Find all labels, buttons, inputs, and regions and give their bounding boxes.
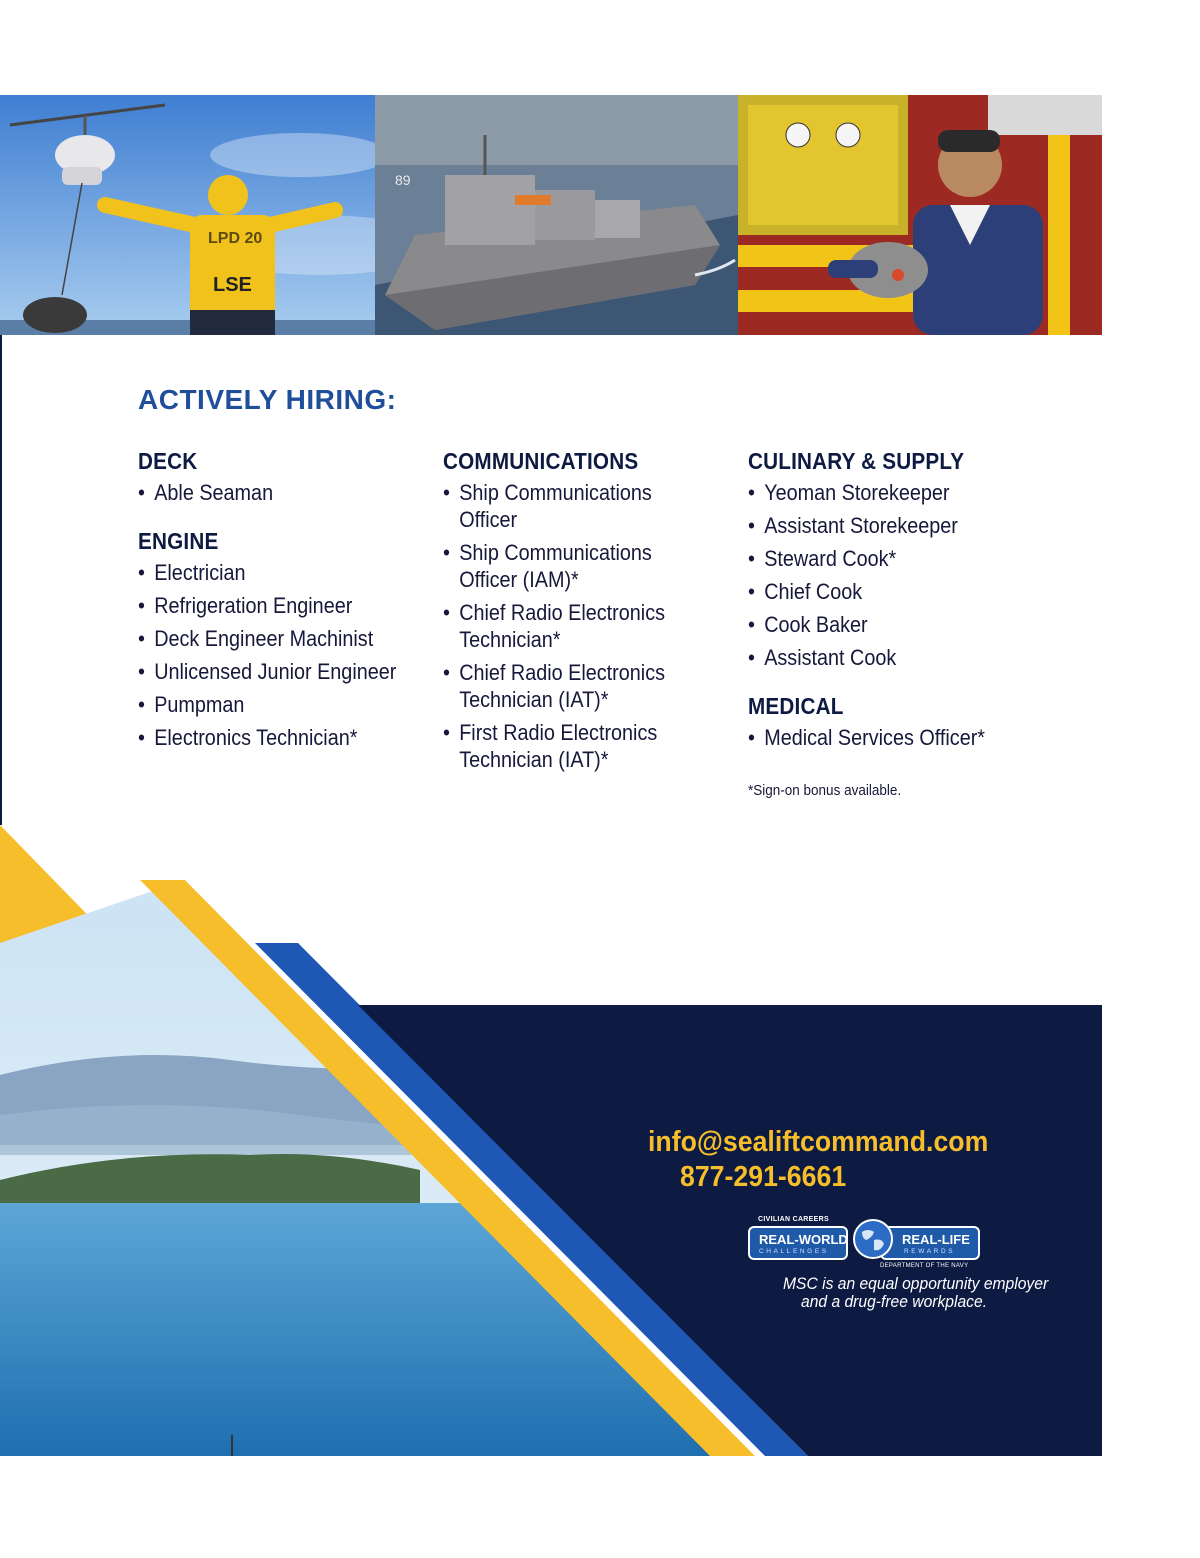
job-list-communications <box>443 479 733 773</box>
civilian-careers-logo <box>748 1216 980 1272</box>
logo-left-sub: CHALLENGES <box>759 1248 829 1255</box>
globe-icon <box>852 1218 894 1260</box>
eeo-statement-line-1: MSC is an equal opportunity employer <box>783 1274 1049 1293</box>
deck-text-1: LPD 20 <box>208 230 263 247</box>
contact-phone-link[interactable]: 877-291-6661 <box>680 1161 847 1193</box>
logo-left-pill <box>748 1226 848 1260</box>
job-item: • Chief Radio Electronics Technician* <box>443 599 684 653</box>
job-list-deck <box>138 479 428 506</box>
dept-heading-culinary-supply: CULINARY & SUPPLY <box>748 448 965 474</box>
job-item: • Refrigeration Engineer <box>138 592 399 619</box>
job-item: • Steward Cook* <box>748 545 1045 572</box>
job-item: • Medical Services Officer* <box>748 724 1045 751</box>
job-list-medical <box>748 724 1078 751</box>
logo-right-pill <box>880 1226 980 1260</box>
job-item: • Able Seaman <box>138 479 399 506</box>
contact-email-link[interactable]: info@sealiftcommand.com <box>648 1126 989 1158</box>
job-item: • Ship Communications Officer (IAM)* <box>443 539 684 593</box>
deck-text-2: LSE <box>213 274 252 296</box>
eeo-statement-line-2: and a drug-free workplace. <box>801 1292 988 1311</box>
logo-right-main: REAL-LIFE <box>902 1232 970 1247</box>
dept-heading-deck: DECK <box>138 448 198 474</box>
jobs-column-1 <box>138 448 428 757</box>
dept-heading-engine: ENGINE <box>138 528 219 554</box>
supply-ship-photo <box>375 95 738 335</box>
jobs-column-3 <box>748 448 1078 757</box>
job-item: • Deck Engineer Machinist <box>138 625 399 652</box>
job-item: • Pumpman <box>138 691 399 718</box>
job-list-engine <box>138 559 428 751</box>
engine-room-mariner-photo <box>738 95 1102 335</box>
dept-heading-communications: COMMUNICATIONS <box>443 448 639 474</box>
actively-hiring-title: ACTIVELY HIRING: <box>138 384 397 415</box>
flight-deck-signal-photo <box>0 95 375 335</box>
job-item: • Ship Communications Officer <box>443 479 684 533</box>
job-item: • Cook Baker <box>748 611 1045 638</box>
job-item: • Yeoman Storekeeper <box>748 479 1045 506</box>
job-item: • Chief Radio Electronics Technician (IAT)* <box>443 659 684 713</box>
job-item: • First Radio Electronics Technician (IAT)* <box>443 719 684 773</box>
hull-number: 89 <box>395 172 411 188</box>
logo-top-text: CIVILIAN CAREERS <box>758 1216 829 1223</box>
sign-on-bonus-footnote: *Sign-on bonus available. <box>748 782 902 799</box>
logo-right-sub: REWARDS <box>904 1248 956 1255</box>
logo-left-main: REAL-WORLD <box>759 1232 848 1247</box>
job-item: • Assistant Cook <box>748 644 1045 671</box>
logo-bottom-text: DEPARTMENT OF THE NAVY <box>880 1263 969 1269</box>
job-item: • Electrician <box>138 559 399 586</box>
job-item: • Electronics Technician* <box>138 724 399 751</box>
left-accent-rule <box>0 335 2 825</box>
job-item: • Assistant Storekeeper <box>748 512 1045 539</box>
dept-heading-medical: MEDICAL <box>748 693 844 719</box>
job-item: • Chief Cook <box>748 578 1045 605</box>
job-list-culinary-supply <box>748 479 1078 671</box>
job-item: • Unlicensed Junior Engineer <box>138 658 399 685</box>
jobs-column-2 <box>443 448 733 779</box>
